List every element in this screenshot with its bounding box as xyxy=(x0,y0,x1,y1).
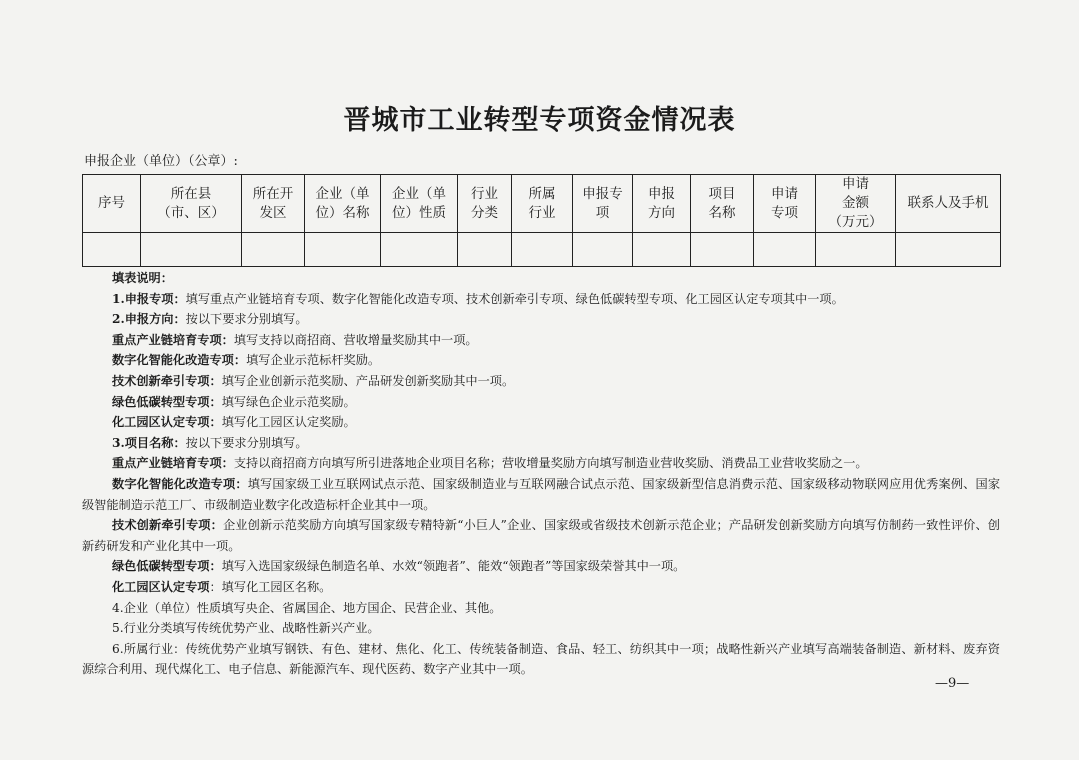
col-header-industry-class: 行业 分类 xyxy=(458,175,512,233)
note-2-item: 重点产业链培育专项：填写支持以商招商、营收增量奖励其中一项。 xyxy=(112,332,478,347)
table-row xyxy=(83,233,1001,267)
note-6: 6.所属行业：传统优势产业填写钢铁、有色、建材、焦化、化工、传统装备制造、食品、轻工、纺织其中一项；战略性新兴产业填写高端装备制造、新材料、废弃资源综合利用、现代煤化工、电子信息、新能源汽车、现代医药、数字产业其中一项。 xyxy=(82,641,1000,677)
note-2-item: 数字化智能化改造专项：填写企业示范标杆奖励。 xyxy=(112,353,381,368)
note-1: 1.申报专项：填写重点产业链培育专项、数字化智能化改造专项、技术创新牵引专项、绿色低碳转型专项、化工园区认定专项其中一项。 xyxy=(112,291,844,306)
col-header-special-item: 申报专 项 xyxy=(573,175,633,233)
table-cell[interactable] xyxy=(83,233,141,267)
col-header-apply-item: 申请 专项 xyxy=(754,175,816,233)
note-5: 5.行业分类填写传统优势产业、战略性新兴产业。 xyxy=(112,621,380,636)
table-cell[interactable] xyxy=(816,233,896,267)
table-cell[interactable] xyxy=(242,233,305,267)
col-header-county: 所在县 （市、区） xyxy=(141,175,242,233)
note-3-item: 绿色低碳转型专项：填写入选国家级绿色制造名单、水效“领跑者”、能效“领跑者”等国家级荣誉其中一项。 xyxy=(112,559,686,574)
table-cell[interactable] xyxy=(305,233,381,267)
note-2-item: 技术创新牵引专项：填写企业创新示范奖励、产品研发创新奖励其中一项。 xyxy=(112,373,515,388)
table-header-row xyxy=(83,175,1001,233)
note-3-item: 化工园区认定专项：填写化工园区名称。 xyxy=(112,579,332,594)
table-cell[interactable] xyxy=(633,233,691,267)
note-2-item: 绿色低碳转型专项：填写绿色企业示范奖励。 xyxy=(112,394,356,409)
table-cell[interactable] xyxy=(691,233,754,267)
col-header-direction: 申报 方向 xyxy=(633,175,691,233)
applicant-label: 申报企业（单位）（公章）: xyxy=(84,154,238,169)
col-header-index: 序号 xyxy=(83,175,141,233)
note-3: 3.项目名称：按以下要求分别填写。 xyxy=(112,435,308,450)
note-3-item: 技术创新牵引专项：企业创新示范奖励方向填写国家级专精特新“小巨人”企业、国家级或省级技术创新示范企业；产品研发创新奖励方向填写仿制药一致性评价、创新药研发和产业化其中一项。 xyxy=(82,518,1000,553)
col-header-amount: 申请 金额 （万元） xyxy=(816,175,896,233)
table-cell[interactable] xyxy=(512,233,573,267)
col-header-industry: 所属 行业 xyxy=(512,175,573,233)
note-2-item: 化工园区认定专项：填写化工园区认定奖励。 xyxy=(112,415,356,430)
table-cell[interactable] xyxy=(754,233,816,267)
note-3-item: 数字化智能化改造专项：填写国家级工业互联网试点示范、国家级制造业与互联网融合试点示范、国家级新型信息消费示范、国家级移动物联网应用优秀案例、国家级智能制造示范工厂、市级制造业数字化改造标杆企业其中一项。 xyxy=(82,476,1001,512)
notes-heading: 填表说明： xyxy=(112,271,173,285)
table-cell[interactable] xyxy=(573,233,633,267)
table-cell[interactable] xyxy=(381,233,458,267)
document-title: 晋城市工业转型专项资金情况表 xyxy=(343,105,736,136)
col-header-company-name: 企业（单 位）名称 xyxy=(305,175,381,233)
table-cell[interactable] xyxy=(141,233,242,267)
col-header-project-name: 项目 名称 xyxy=(691,175,754,233)
note-2: 2.申报方向：按以下要求分别填写。 xyxy=(112,312,308,327)
table-cell[interactable] xyxy=(896,233,1001,267)
note-4: 4.企业（单位）性质填写央企、省属国企、地方国企、民营企业、其他。 xyxy=(112,600,502,615)
col-header-dev-zone: 所在开 发区 xyxy=(242,175,305,233)
col-header-contact: 联系人及手机 xyxy=(896,175,1001,233)
page-number: —9— xyxy=(935,676,970,691)
note-3-item: 重点产业链培育专项：支持以商招商方向填写所引进落地企业项目名称；营收增量奖励方向填写制造业营收奖励、消费品工业营收奖励之一。 xyxy=(112,456,868,471)
col-header-company-type: 企业（单 位）性质 xyxy=(381,175,458,233)
table-cell[interactable] xyxy=(458,233,512,267)
funding-form-table xyxy=(82,174,1001,267)
fill-instructions xyxy=(82,268,1000,680)
